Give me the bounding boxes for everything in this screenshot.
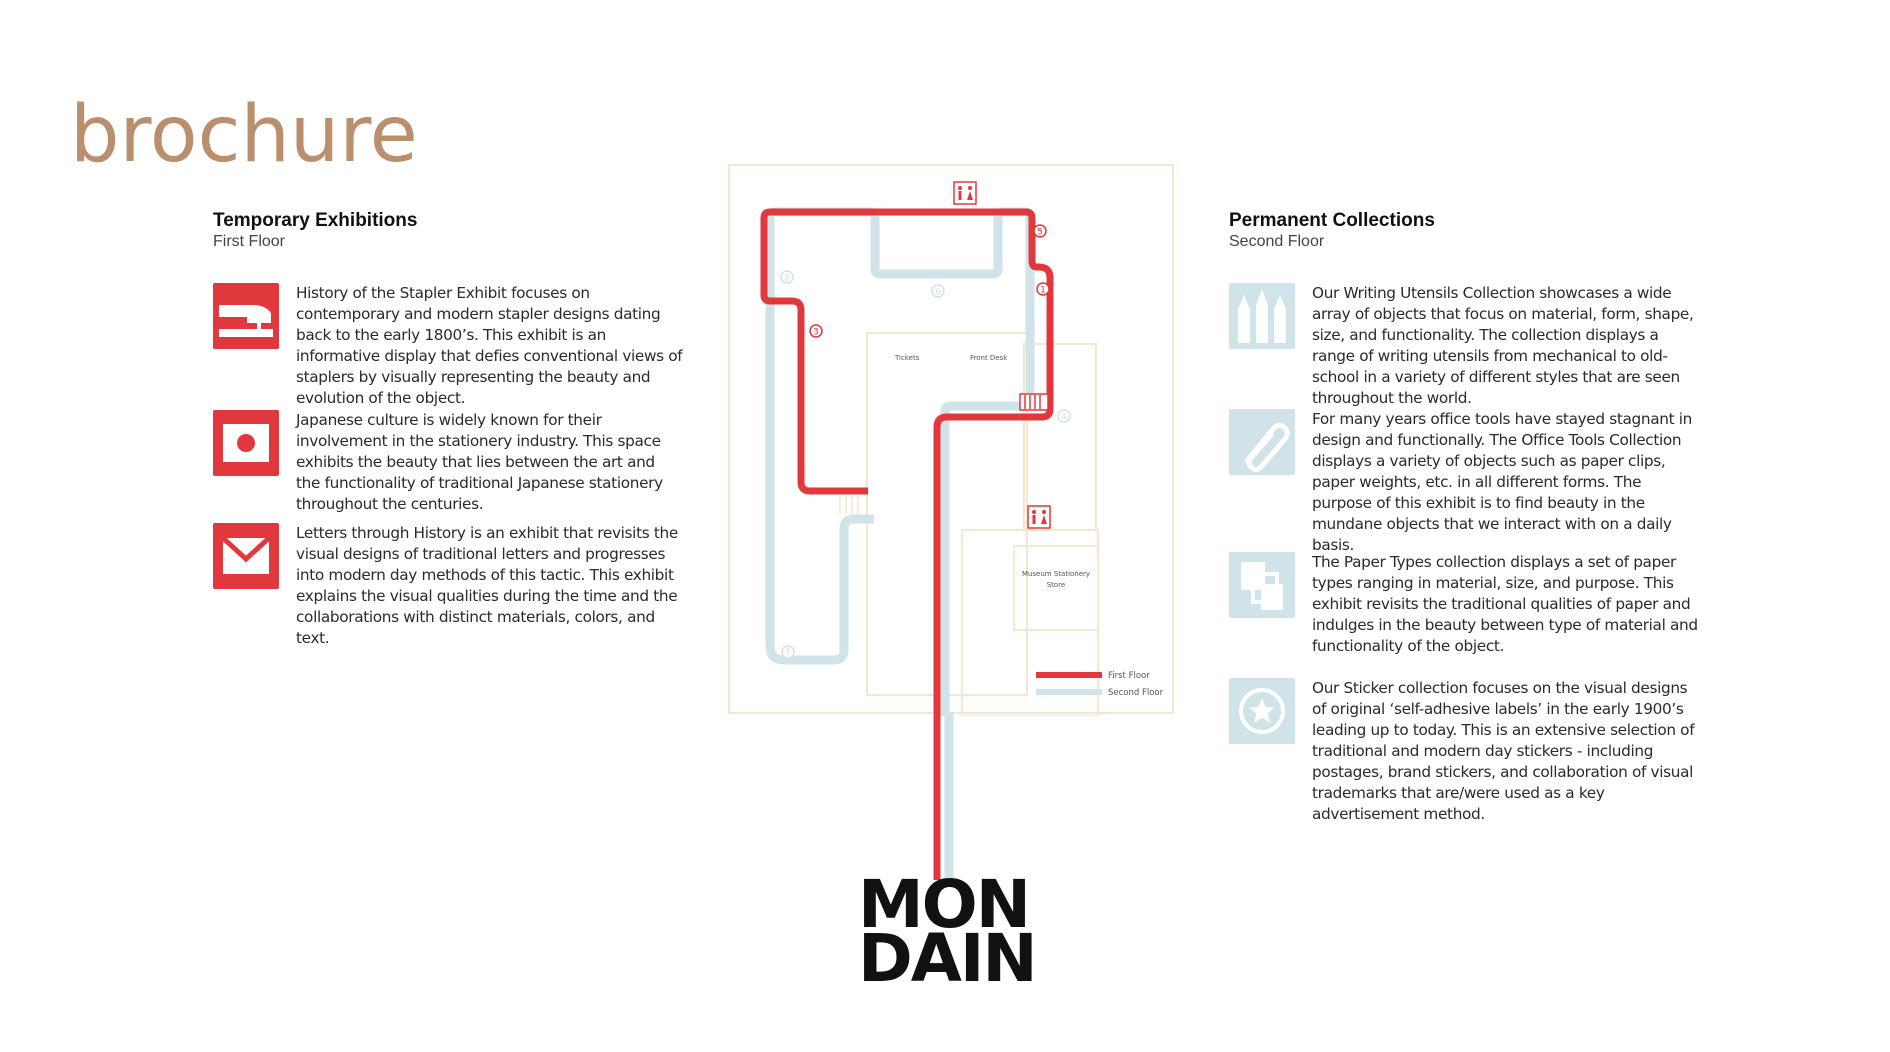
marker-4: 4 <box>1061 412 1067 423</box>
temporary-exhibitions-title: Temporary Exhibitions <box>213 210 418 231</box>
permanent-collections-title: Permanent Collections <box>1229 210 1435 231</box>
permanent-item-text: Our Sticker collection focuses on the visual designs of original ‘self-adhesive labels’ in the early 1900’s leading up to today. This is an extensive selection of traditional and modern day stickers - including postages, brand stickers, and collaboration of visual trademarks that are/were used as a key advertisement method. <box>1312 679 1695 823</box>
legend-second-label: Second Floor <box>1108 688 1164 698</box>
stapler-icon <box>213 283 279 349</box>
logo-line-1: MON <box>858 866 1030 943</box>
permanent-item-text: For many years office tools have stayed stagnant in design and functionally. The Office Tools Collection displays a variety of objects such as paper clips, paper weights, etc. in all different forms. The purpose of this exhibit is to find beauty in the mundane objects that we interact with on a daily basis. <box>1312 410 1693 554</box>
front-desk-label: Front Desk <box>970 354 1008 362</box>
store-room <box>962 530 1098 716</box>
marker-1: 1 <box>1040 285 1046 296</box>
temporary-item-text: History of the Stapler Exhibit focuses on contemporary and modern stapler designs dating back to the early 1800’s. This exhibit is an informative display that defies conventional views of staplers by visually representing the beauty and evolution of the object. <box>296 284 683 407</box>
envelope-icon <box>213 523 279 589</box>
temporary-item-letters <box>213 523 683 649</box>
entrance-path <box>928 712 958 880</box>
second-floor-path <box>770 212 1030 716</box>
permanent-item-paper <box>1229 552 1699 657</box>
marker-3: 3 <box>813 327 819 338</box>
floor-map <box>728 164 1174 714</box>
marker-2: 2 <box>784 273 790 284</box>
front-desk-room <box>1024 344 1096 530</box>
paper-clip-icon <box>1229 409 1295 475</box>
temporary-item-japanese <box>213 410 683 515</box>
permanent-item-stickers <box>1229 678 1699 825</box>
restroom-icon-second <box>1028 506 1050 528</box>
permanent-item-text: The Paper Types collection displays a set of paper types ranging in material, size, and purpose. This exhibit revisits the traditional qualities of paper and indulges in the beauty between type of material and functionality of the object. <box>1312 553 1698 655</box>
first-floor-path <box>764 212 1050 716</box>
restroom-icon <box>954 182 976 204</box>
permanent-item-office-tools <box>1229 409 1699 556</box>
stairs-marker <box>1020 394 1048 410</box>
permanent-item-text: Our Writing Utensils Collection showcases a wide array of objects that focus on material, form, shape, size, and functionality. The collection displays a range of writing utensils from mechanical to old-school in a variety of different styles that are seen throughout the world. <box>1312 284 1694 407</box>
marker-5: 5 <box>1037 227 1043 238</box>
sticker-star-icon <box>1229 678 1295 744</box>
floor-map-drawing <box>730 166 1176 716</box>
logo-line-2: DAIN <box>858 920 1036 997</box>
japan-flag-icon <box>213 410 279 476</box>
temporary-item-text: Letters through History is an exhibit that revisits the visual designs of traditional letters and progresses into modern day methods of this tactic. This exhibit explains the visual qualities during the time and the collaborations with distinct materials, colors, and text. <box>296 524 678 647</box>
permanent-collections-subtitle: Second Floor <box>1229 233 1325 250</box>
paper-sheets-icon <box>1229 552 1295 618</box>
slide-title: brochure <box>70 90 418 180</box>
temporary-exhibitions-subtitle: First Floor <box>213 233 285 250</box>
pencils-icon <box>1229 283 1295 349</box>
temporary-item-text: Japanese culture is widely known for their involvement in the stationery industry. This space exhibits the beauty that lies between the art and the functionality of traditional Japanese stationery throughout the centuries. <box>296 411 663 513</box>
stairs-marker-lower <box>840 496 858 514</box>
legend-first-label: First Floor <box>1108 671 1150 681</box>
mondain-logo <box>858 866 1036 997</box>
permanent-item-writing <box>1229 283 1699 409</box>
store-label-line2: Store <box>1046 581 1066 589</box>
store-label-line1: Museum Stationery <box>1021 570 1091 578</box>
temporary-item-stapler <box>213 283 683 409</box>
tickets-label: Tickets <box>895 354 920 362</box>
marker-7: 7 <box>785 648 791 659</box>
marker-6: 6 <box>935 287 941 298</box>
